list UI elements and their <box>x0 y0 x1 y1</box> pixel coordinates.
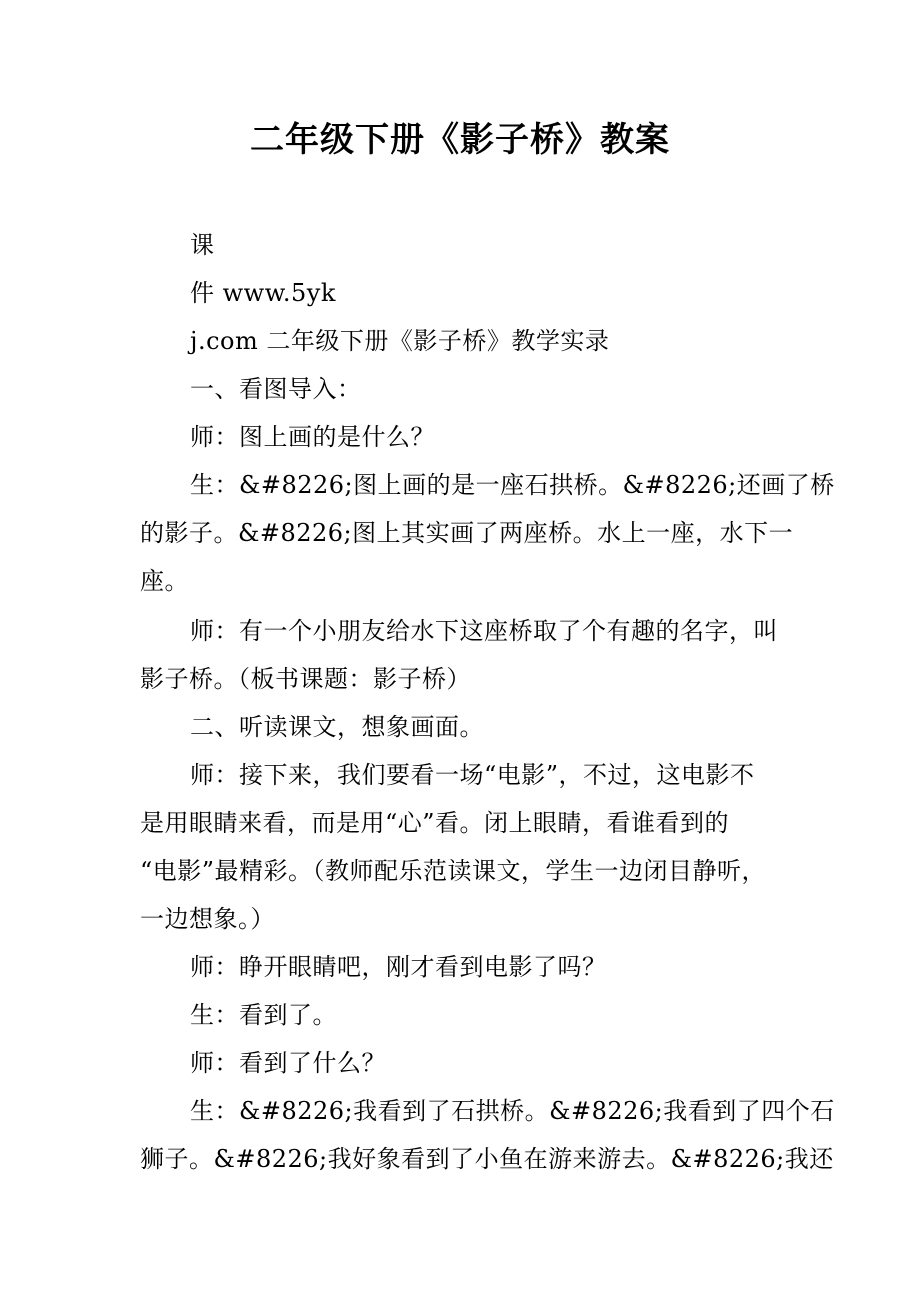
text-line: 师：接下来，我们要看一场“电影”，不过，这电影不 <box>190 761 755 789</box>
text-line: “电影”最精彩。（教师配乐范读课文，学生一边闭目静听， <box>140 857 767 885</box>
text-line: 件 www.5yk <box>190 279 336 307</box>
text-line: 生：看到了。 <box>190 1001 337 1029</box>
text-line: 师：图上画的是什么？ <box>190 423 435 451</box>
document-title: 二年级下册《影子桥》教案 <box>250 120 670 160</box>
text-line: 座。 <box>140 567 189 595</box>
text-line: 狮子。&#8226;我好象看到了小鱼在游来游去。&#8226;我还 <box>140 1145 834 1173</box>
text-line: 是用眼睛来看，而是用“心”看。闭上眼睛，看谁看到的 <box>140 809 730 837</box>
section-heading: 一、看图导入： <box>190 375 362 403</box>
text-line: 一边想象。） <box>140 905 275 933</box>
text-line: 师：有一个小朋友给水下这座桥取了个有趣的名字，叫 <box>190 617 778 645</box>
text-line: 的影子。&#8226;图上其实画了两座桥。水上一座，水下一 <box>140 519 794 547</box>
text-line: 生：&#8226;我看到了石拱桥。&#8226;我看到了四个石 <box>190 1097 835 1125</box>
text-line: 生：&#8226;图上画的是一座石拱桥。&#8226;还画了桥 <box>190 471 835 499</box>
text-line: 课 <box>190 231 215 259</box>
text-line: 影子桥。（板书课题：影子桥） <box>140 665 471 693</box>
text-line: 师：睁开眼睛吧，刚才看到电影了吗？ <box>190 953 607 981</box>
section-heading: 二、听读课文，想象画面。 <box>190 713 484 741</box>
text-line: 师：看到了什么？ <box>190 1049 386 1077</box>
text-line: j.com 二年级下册《影子桥》教学实录 <box>190 327 610 355</box>
